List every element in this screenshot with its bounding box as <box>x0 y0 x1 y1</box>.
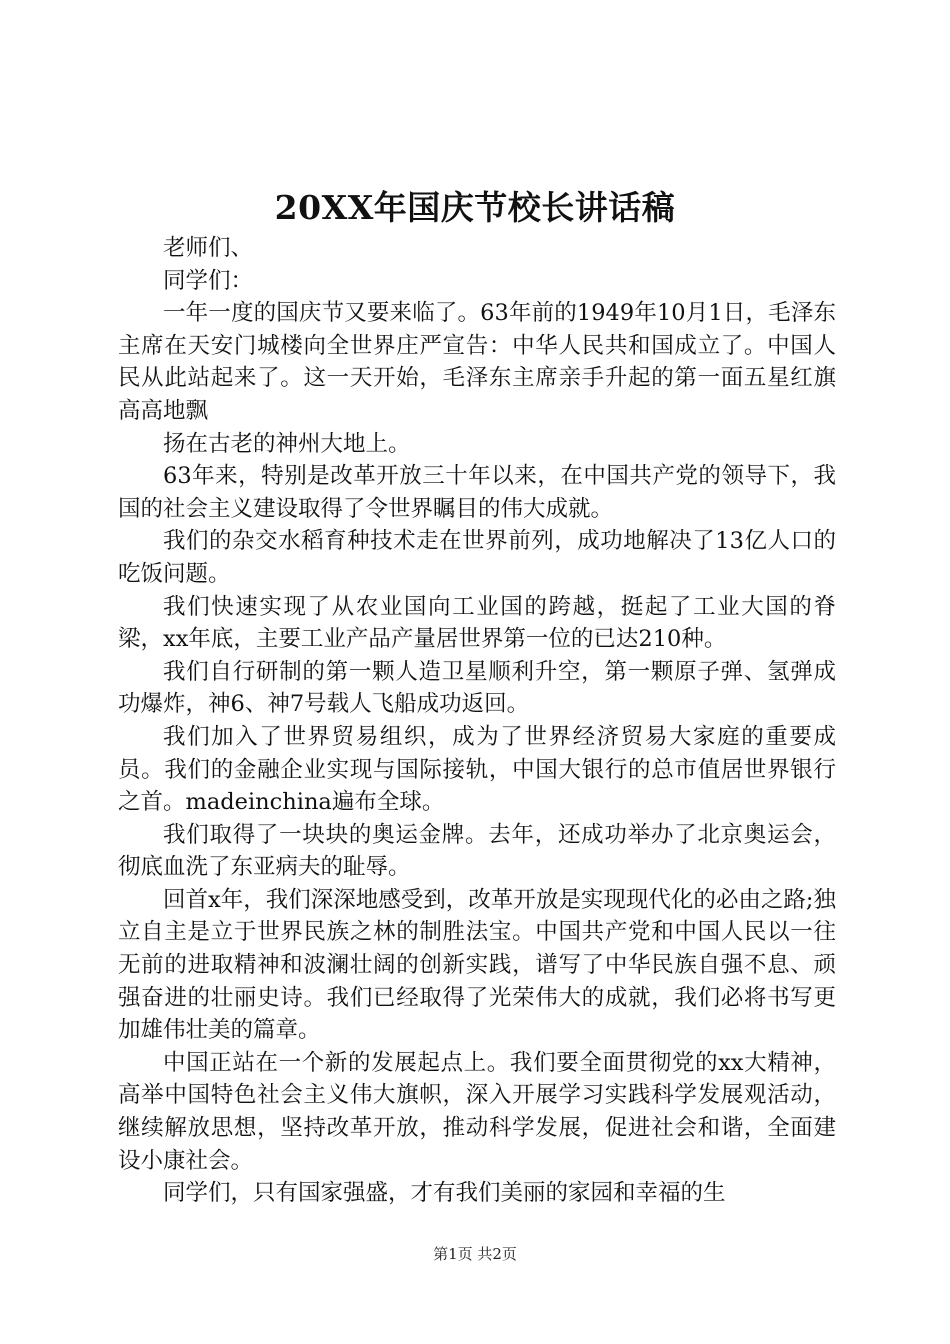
paragraph: 我们的杂交水稻育种技术走在世界前列，成功地解决了13亿人口的吃饭问题。 <box>118 528 836 587</box>
paragraph: 一年一度的国庆节又要来临了。63年前的1949年10月1日，毛泽东主席在天安门城楼向全世界庄严宣告：中华人民共和国成立了。中国人民从此站起来了。这一天开始，毛泽东主席亲手升起的第一面五星红旗高高地飘 <box>118 300 836 424</box>
document-body <box>118 232 836 1210</box>
paragraph: 老师们、 <box>163 235 254 261</box>
page-number-footer: 第1页 共2页 <box>433 1245 517 1263</box>
paragraph: 中国正站在一个新的发展起点上。我们要全面贯彻党的xx大精神，高举中国特色社会主义伟大旗帜，深入开展学习实践科学发展观活动，继续解放思想，坚持改革开放，推动科学发展，促进社会和谐，全面建设小康社会。 <box>118 1049 836 1174</box>
paragraph: 我们加入了世界贸易组织，成为了世界经济贸易大家庭的重要成员。我们的金融企业实现与国际接轨，中国大银行的总市值居世界银行之首。madeinchina遍布全球。 <box>118 723 836 816</box>
paragraph: 同学们，只有国家强盛，才有我们美丽的家园和幸福的生 <box>163 1180 726 1207</box>
paragraph: 63年来，特别是改革开放三十年以来，在中国共产党的领导下，我国的社会主义建设取得了令世界瞩目的伟大成就。 <box>118 463 836 522</box>
paragraph: 我们快速实现了从农业国向工业国的跨越，挺起了工业大国的脊梁，xx年底，主要工业产品产量居世界第一位的已达210种。 <box>118 593 836 653</box>
document-title: 20XX年国庆节校长讲话稿 <box>274 188 676 227</box>
paragraph: 我们取得了一块块的奥运金牌。去年，还成功举办了北京奥运会，彻底血洗了东亚病夫的耻辱。 <box>118 821 836 881</box>
paragraph: 同学们： <box>163 267 254 294</box>
paragraph: 扬在古老的神州大地上。 <box>163 430 411 457</box>
paragraph: 我们自行研制的第一颗人造卫星顺利升空，第一颗原子弹、氢弹成功爆炸，神6、神7号载人飞船成功返回。 <box>118 658 836 718</box>
paragraph: 回首x年，我们深深地感受到，改革开放是实现现代化的必由之路;独立自主是立于世界民族之林的制胜法宝。中国共产党和中国人民以一往无前的进取精神和波澜壮阔的创新实践，谱写了中华民族自强不息、顽强奋进的壮丽史诗。我们已经取得了光荣伟大的成就，我们必将书写更加雄伟壮美的篇章。 <box>118 886 836 1044</box>
